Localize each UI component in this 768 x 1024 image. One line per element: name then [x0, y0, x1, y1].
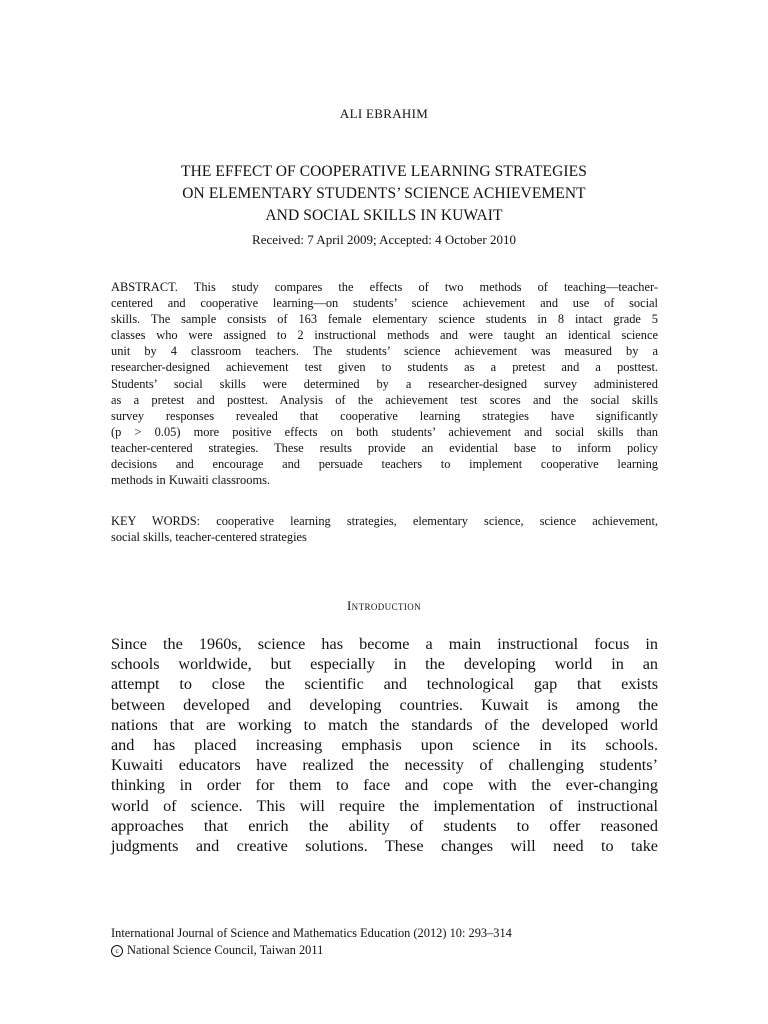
abstract-line: Students’ social skills were determined by a researcher-designed survey administered	[111, 376, 658, 391]
body-line: schools worldwide, but especially in the developing world in an	[111, 655, 658, 674]
abstract	[111, 279, 658, 488]
abstract-line: teacher-centered strategies. These results provide an evidential base to inform policy	[111, 440, 658, 455]
abstract-line: centered and cooperative learning—on students’ science achievement and use of social	[111, 296, 658, 311]
body-line: approaches that enrich the ability of students to offer reasoned	[111, 816, 658, 835]
abstract-line: as a pretest and posttest. Analysis of the achievement test scores and the social skills	[111, 392, 658, 407]
copyright-text: National Science Council, Taiwan 2011	[127, 943, 324, 957]
keywords-line: KEY WORDS: cooperative learning strategies, elementary science, science achievement,	[111, 514, 658, 528]
copyright-icon: c	[111, 945, 123, 957]
body-line: and has placed increasing emphasis upon science in its schools.	[111, 735, 658, 754]
body-line: Kuwaiti educators have realized the necessity of challenging students’	[111, 756, 658, 775]
body-line: Since the 1960s, science has become a main instructional focus in	[111, 635, 658, 653]
body-line: world of science. This will require the implementation of instructional	[111, 796, 658, 815]
journal-citation: International Journal of Science and Mathematics Education (2012) 10: 293–314	[111, 926, 512, 940]
title-line: ON ELEMENTARY STUDENTS’ SCIENCE ACHIEVEMENT	[182, 185, 586, 202]
copyright-line	[111, 942, 658, 959]
keywords-line: social skills, teacher-centered strategies	[111, 530, 307, 545]
title-line: AND SOCIAL SKILLS IN KUWAIT	[265, 207, 503, 224]
body-line: thinking in order for them to face and cope with the ever-changing	[111, 776, 658, 795]
abstract-line: methods in Kuwaiti classrooms.	[111, 473, 270, 488]
abstract-line: researcher-designed achievement test given to students as a pretest and a posttest.	[111, 360, 658, 375]
section-heading-introduction: Introduction	[346, 598, 422, 613]
abstract-line: survey responses revealed that cooperative learning strategies have significantly	[111, 408, 658, 423]
abstract-line: skills. The sample consists of 163 female elementary science students in 8 intact grade 5	[111, 312, 658, 327]
received-accepted-dates: Received: 7 April 2009; Accepted: 4 October 2010	[252, 232, 516, 247]
body-line: between developed and developing countries. Kuwait is among the	[111, 695, 658, 714]
abstract-line: unit by 4 classroom teachers. The students’ science achievement was measured by a	[111, 344, 658, 359]
key-words	[111, 513, 658, 545]
abstract-line: (p > 0.05) more positive effects on both students’ achievement and social skills than	[111, 424, 658, 439]
abstract-line: ABSTRACT. This study compares the effects of two methods of teaching—teacher-	[111, 280, 658, 294]
body-line: nations that are working to match the standards of the developed world	[111, 715, 658, 734]
title-line: THE EFFECT OF COOPERATIVE LEARNING STRATEGIES	[181, 163, 587, 180]
abstract-line: decisions and encourage and persuade teachers to implement cooperative learning	[111, 457, 658, 472]
body-line: judgments and creative solutions. These changes will need to take	[111, 836, 658, 855]
author-name: ALI EBRAHIM	[339, 106, 429, 121]
abstract-line: classes who were assigned to 2 instructional methods and were taught an identical science	[111, 328, 658, 343]
footer	[111, 925, 658, 959]
introduction-body	[111, 634, 658, 856]
paper-title	[120, 161, 648, 227]
body-line: attempt to close the scientific and technological gap that exists	[111, 675, 658, 694]
